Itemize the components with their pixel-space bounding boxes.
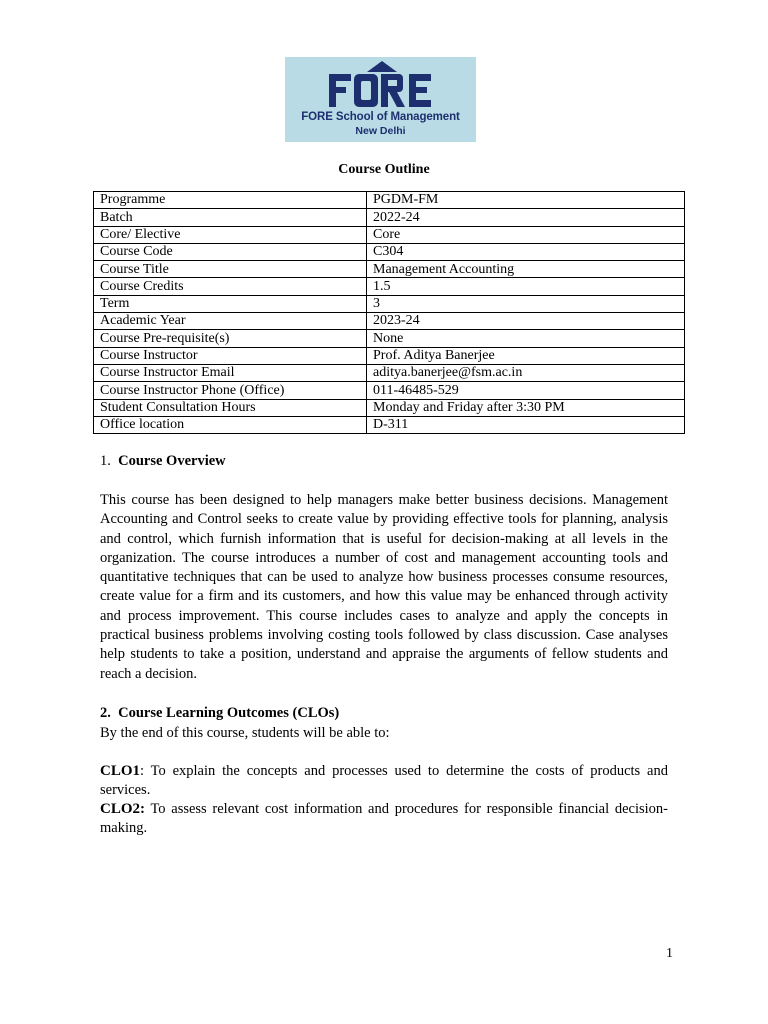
table-row bbox=[94, 382, 685, 399]
row-label: Office location bbox=[94, 416, 367, 433]
row-value: C304 bbox=[367, 243, 685, 260]
logo-school-name: FORE School of Management bbox=[301, 111, 460, 123]
row-value: PGDM-FM bbox=[367, 192, 685, 209]
row-value: Monday and Friday after 3:30 PM bbox=[367, 399, 685, 416]
row-value: 1.5 bbox=[367, 278, 685, 295]
table-row bbox=[94, 399, 685, 416]
table-row bbox=[94, 192, 685, 209]
row-value: D-311 bbox=[367, 416, 685, 433]
page-number: 1 bbox=[666, 946, 673, 961]
clo-text: To assess relevant cost information and procedures for responsible financial decision-making. bbox=[100, 801, 668, 837]
document-title: Course Outline bbox=[338, 162, 430, 177]
section-1-heading bbox=[100, 453, 226, 470]
row-value: Core bbox=[367, 226, 685, 243]
section-number: 2. bbox=[100, 705, 111, 721]
clo-text: To explain the concepts and processes used to determine the costs of products and services. bbox=[100, 763, 668, 799]
row-value: 2022-24 bbox=[367, 209, 685, 226]
clo-code: CLO1 bbox=[100, 763, 141, 779]
section-title: Course Overview bbox=[118, 453, 226, 469]
row-label: Course Instructor Email bbox=[94, 364, 367, 381]
table-row bbox=[94, 261, 685, 278]
row-label: Programme bbox=[94, 192, 367, 209]
instructor-email[interactable]: aditya.banerjee@fsm.ac.in bbox=[367, 364, 685, 381]
table-row bbox=[94, 416, 685, 433]
table-row bbox=[94, 243, 685, 260]
row-label: Student Consultation Hours bbox=[94, 399, 367, 416]
row-value: Prof. Aditya Banerjee bbox=[367, 347, 685, 364]
table-row bbox=[94, 364, 685, 381]
section-number: 1. bbox=[100, 453, 111, 469]
table-row bbox=[94, 226, 685, 243]
row-value: 2023-24 bbox=[367, 313, 685, 330]
table-row bbox=[94, 278, 685, 295]
row-label: Academic Year bbox=[94, 313, 367, 330]
row-value: 011-46485-529 bbox=[367, 382, 685, 399]
table-row bbox=[94, 295, 685, 312]
row-label: Core/ Elective bbox=[94, 226, 367, 243]
school-logo bbox=[285, 57, 476, 142]
row-value: Management Accounting bbox=[367, 261, 685, 278]
row-label: Course Code bbox=[94, 243, 367, 260]
table-row bbox=[94, 313, 685, 330]
table-row bbox=[94, 347, 685, 364]
section-2-heading bbox=[100, 705, 339, 722]
clo-item bbox=[100, 762, 668, 801]
table-row bbox=[94, 209, 685, 226]
row-label: Term bbox=[94, 295, 367, 312]
row-label: Course Pre-requisite(s) bbox=[94, 330, 367, 347]
row-label: Course Title bbox=[94, 261, 367, 278]
row-label: Course Instructor Phone (Office) bbox=[94, 382, 367, 399]
section-title: Course Learning Outcomes (CLOs) bbox=[118, 705, 340, 721]
clo-code: CLO2: bbox=[100, 801, 145, 817]
table-row bbox=[94, 330, 685, 347]
row-value: None bbox=[367, 330, 685, 347]
logo-city: New Delhi bbox=[355, 125, 406, 137]
fore-wordmark-graphic bbox=[285, 57, 476, 113]
row-label: Course Credits bbox=[94, 278, 367, 295]
course-info-table bbox=[93, 191, 685, 434]
row-label: Course Instructor bbox=[94, 347, 367, 364]
clo-item bbox=[100, 800, 668, 839]
row-value: 3 bbox=[367, 295, 685, 312]
row-label: Batch bbox=[94, 209, 367, 226]
course-overview-paragraph: This course has been designed to help managers make better business decisions. Management Accounting and Control seeks to create value by providing effective tools for planning, analysis and control, which furnish information that is useful for decision-making at all levels in the organization. The course introduces a number of cost and management accounting tools and quantitative techniques that can be used to analyze how business processes consume resources, create value for a firm and its customers, and how this value may be enhanced through activity and process improvement. This course includes cases to analyze and apply the concepts in practical business problems involving costing tools followed by class discussion. Case analyses help students to take a position, understand and appraise the arguments of fellow students and reach a decision. bbox=[100, 492, 668, 682]
clo-intro: By the end of this course, students will be able to: bbox=[100, 725, 390, 741]
clo-separator: : bbox=[140, 763, 145, 779]
